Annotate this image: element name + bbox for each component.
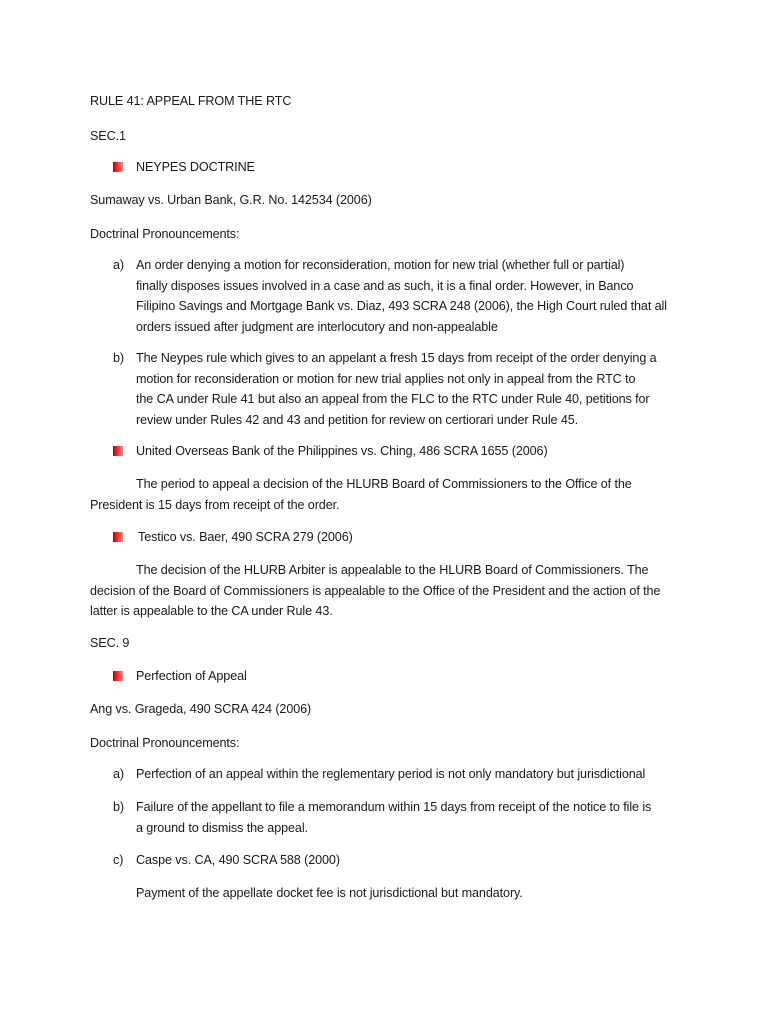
list-item-line: Failure of the appellant to file a memorandum within 15 days from receipt of the notice to file is	[136, 800, 652, 814]
paragraph-caspe: Payment of the appellate docket fee is not jurisdictional but mandatory.	[136, 886, 523, 900]
case-citation-sumaway: Sumaway vs. Urban Bank, G.R. No. 142534 (2006)	[90, 193, 372, 207]
list-item-line: Perfection of an appeal within the reglementary period is not only mandatory but jurisdictional	[136, 767, 646, 781]
paragraph-testico	[90, 560, 690, 622]
paragraph-line: The decision of the HLURB Arbiter is appealable to the HLURB Board of Commissioners. The	[136, 563, 649, 577]
paragraph-line: decision of the Board of Commissioners is appealable to the Office of the President and the action of the	[90, 583, 661, 598]
list-marker: c)	[113, 853, 124, 867]
list-item-line: motion for reconsideration or motion for new trial applies not only in appeal from the RTC to	[136, 371, 636, 386]
list-item-line: An order denying a motion for reconsideration, motion for new trial (whether full or partial)	[136, 258, 625, 272]
bullet-item-label: NEYPES DOCTRINE	[136, 160, 255, 174]
bullet-item-label: United Overseas Bank of the Philippines vs. Ching, 486 SCRA 1655 (2006)	[136, 444, 548, 458]
bullet-item-label: Testico vs. Baer, 490 SCRA 279 (2006)	[138, 530, 353, 544]
list-item-line: a ground to dismiss the appeal.	[136, 820, 308, 835]
doctrinal-pronouncements-heading: Doctrinal Pronouncements:	[90, 227, 240, 241]
list-marker: a)	[113, 258, 124, 272]
red-square-bullet-icon	[113, 446, 123, 456]
section-label-sec1: SEC.1	[90, 129, 126, 143]
paragraph-line: The period to appeal a decision of the HLURB Board of Commissioners to the Office of the	[136, 477, 632, 491]
list-marker: b)	[113, 800, 124, 814]
list-marker: a)	[113, 767, 124, 781]
red-square-bullet-icon	[113, 162, 123, 172]
paragraph-line: President is 15 days from receipt of the order.	[90, 497, 340, 512]
list-item-line: The Neypes rule which gives to an appelant a fresh 15 days from receipt of the order denying a	[136, 351, 657, 365]
red-square-bullet-icon	[113, 532, 123, 542]
doctrinal-pronouncements-heading-2: Doctrinal Pronouncements:	[90, 736, 240, 750]
paragraph-line: latter is appealable to the CA under Rule 43.	[90, 604, 333, 618]
paragraph-uob	[90, 474, 690, 515]
case-citation-ang: Ang vs. Grageda, 490 SCRA 424 (2006)	[90, 702, 312, 716]
list-item-line: the CA under Rule 41 but also an appeal from the FLC to the RTC under Rule 40, petitions for	[136, 392, 650, 406]
list-item-line: review under Rules 42 and 43 and petition for review on certiorari under Rule 45.	[136, 412, 579, 427]
page-heading: RULE 41: APPEAL FROM THE RTC	[90, 94, 292, 108]
list-item-line: finally disposes issues involved in a case and as such, it is a final order. However, in Banco	[136, 278, 634, 293]
section-label-sec9: SEC. 9	[90, 636, 130, 650]
list-marker: b)	[113, 351, 124, 365]
red-square-bullet-icon	[113, 671, 123, 681]
list-item-line: orders issued after judgment are interlocutory and non-appealable	[136, 319, 498, 334]
list-item-line: Caspe vs. CA, 490 SCRA 588 (2000)	[136, 853, 340, 867]
bullet-item-label: Perfection of Appeal	[136, 669, 247, 683]
list-item-line: Filipino Savings and Mortgage Bank vs. Diaz, 493 SCRA 248 (2006), the High Court ruled that all	[136, 299, 667, 313]
